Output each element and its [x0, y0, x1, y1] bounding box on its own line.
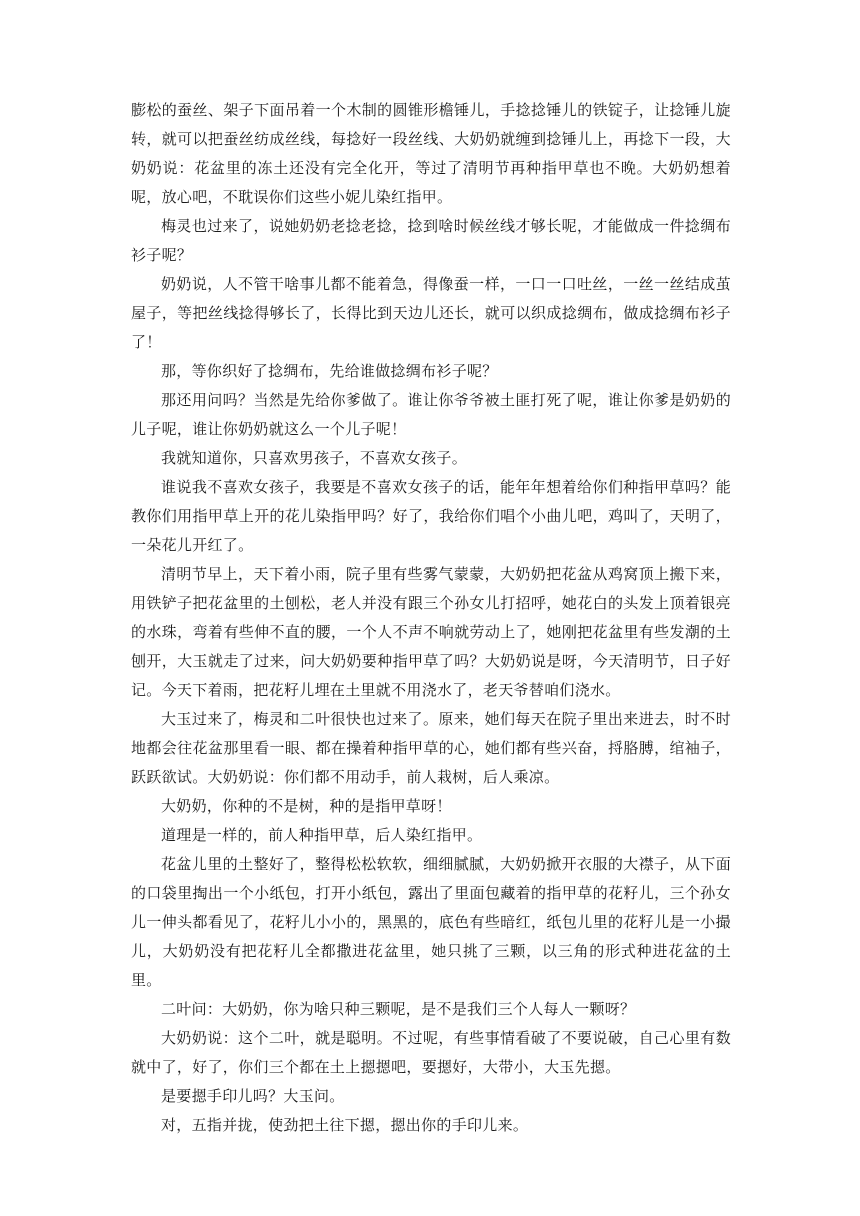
article-body — [131, 96, 731, 1140]
paragraph: 那还用问吗？当然是先给你爹做了。谁让你爷爷被土匪打死了呢，谁让你爹是奶奶的儿子呢，谁让你奶奶就这么一个儿子呢！ — [131, 391, 731, 438]
paragraph: 对，五指并拢，使劲把土往下摁，摁出你的手印儿来。 — [161, 1116, 529, 1134]
paragraph: 大奶奶，你种的不是树，种的是指甲草呀！ — [161, 797, 452, 815]
paragraph: 梅灵也过来了，说她奶奶老捻老捻，捻到啥时候丝线才够长呢，才能做成一件捻绸布衫子呢？ — [131, 217, 731, 264]
paragraph: 道理是一样的，前人种指甲草，后人染红指甲。 — [161, 826, 483, 844]
paragraph: 花盆儿里的土整好了，整得松松软软，细细腻腻，大奶奶掀开衣服的大襟子，从下面的口袋里掏出一个小纸包，打开小纸包，露出了里面包藏着的指甲草的花籽儿，三个孙女儿一伸头都看见了，花籽儿小小的，黑黑的，底色有些暗红，纸包儿里的花籽儿是一小撮儿，大奶奶没有把花籽儿全都撒进花盆里，她只挑了三颗，以三角的形式种进花盆的土里。 — [131, 855, 731, 989]
paragraph: 那，等你织好了捻绸布，先给谁做捻绸布衫子呢？ — [161, 362, 498, 380]
paragraph: 清明节早上，天下着小雨，院子里有些雾气蒙蒙，大奶奶把花盆从鸡窝顶上搬下来，用铁铲子把花盆里的土刨松，老人并没有跟三个孙女儿打招呼，她花白的头发上顶着银亮的水珠，弯着有些伸不直的腰，一个人不声不响就劳动上了，她刚把花盆里有些发潮的土刨开，大玉就走了过来，问大奶奶要种指甲草了吗？大奶奶说是呀，今天清明节，日子好记。今天下着雨，把花籽儿埋在土里就不用浇水了，老天爷替咱们浇水。 — [131, 565, 731, 699]
paragraph: 奶奶说，人不管干啥事儿都不能着急，得像蚕一样，一口一口吐丝，一丝一丝结成茧屋子，等把丝线捻得够长了，长得比到天边儿还长，就可以织成捻绸布，做成捻绸布衫子了！ — [131, 275, 731, 351]
paragraph: 膨松的蚕丝、架子下面吊着一个木制的圆锥形檐锤儿，手捻捻锤儿的铁锭子，让捻锤儿旋转，就可以把蚕丝纺成丝线，每捻好一段丝线、大奶奶就缠到捻锤儿上，再捻下一段，大奶奶说：花盆里的冻土还没有完全化开，等过了清明节再种指甲草也不晚。大奶奶想着呢，放心吧，不耽误你们这些小妮儿染红指甲。 — [131, 101, 731, 206]
paragraph: 大玉过来了，梅灵和二叶很快也过来了。原来，她们每天在院子里出来进去，时不时地都会往花盆那里看一眼、都在操着种指甲草的心，她们都有些兴奋，捋胳膊，绾袖子，跃跃欲试。大奶奶说：你们都不用动手，前人栽树，后人乘凉。 — [131, 710, 731, 786]
paragraph: 谁说我不喜欢女孩子，我要是不喜欢女孩子的话，能年年想着给你们种指甲草吗？能教你们用指甲草上开的花儿染指甲吗？好了，我给你们唱个小曲儿吧，鸡叫了，天明了，一朵花儿开红了。 — [131, 478, 731, 554]
paragraph: 我就知道你，只喜欢男孩子，不喜欢女孩子。 — [161, 449, 468, 467]
paragraph: 是要摁手印儿吗？大玉问。 — [161, 1087, 345, 1105]
paragraph: 二叶问：大奶奶，你为啥只种三颗呢，是不是我们三个人每人一颗呀？ — [161, 1000, 636, 1018]
paragraph: 大奶奶说：这个二叶，就是聪明。不过呢，有些事情看破了不要说破，自己心里有数就中了，好了，你们三个都在土上摁摁吧，要摁好，大带小，大玉先摁。 — [131, 1029, 731, 1076]
